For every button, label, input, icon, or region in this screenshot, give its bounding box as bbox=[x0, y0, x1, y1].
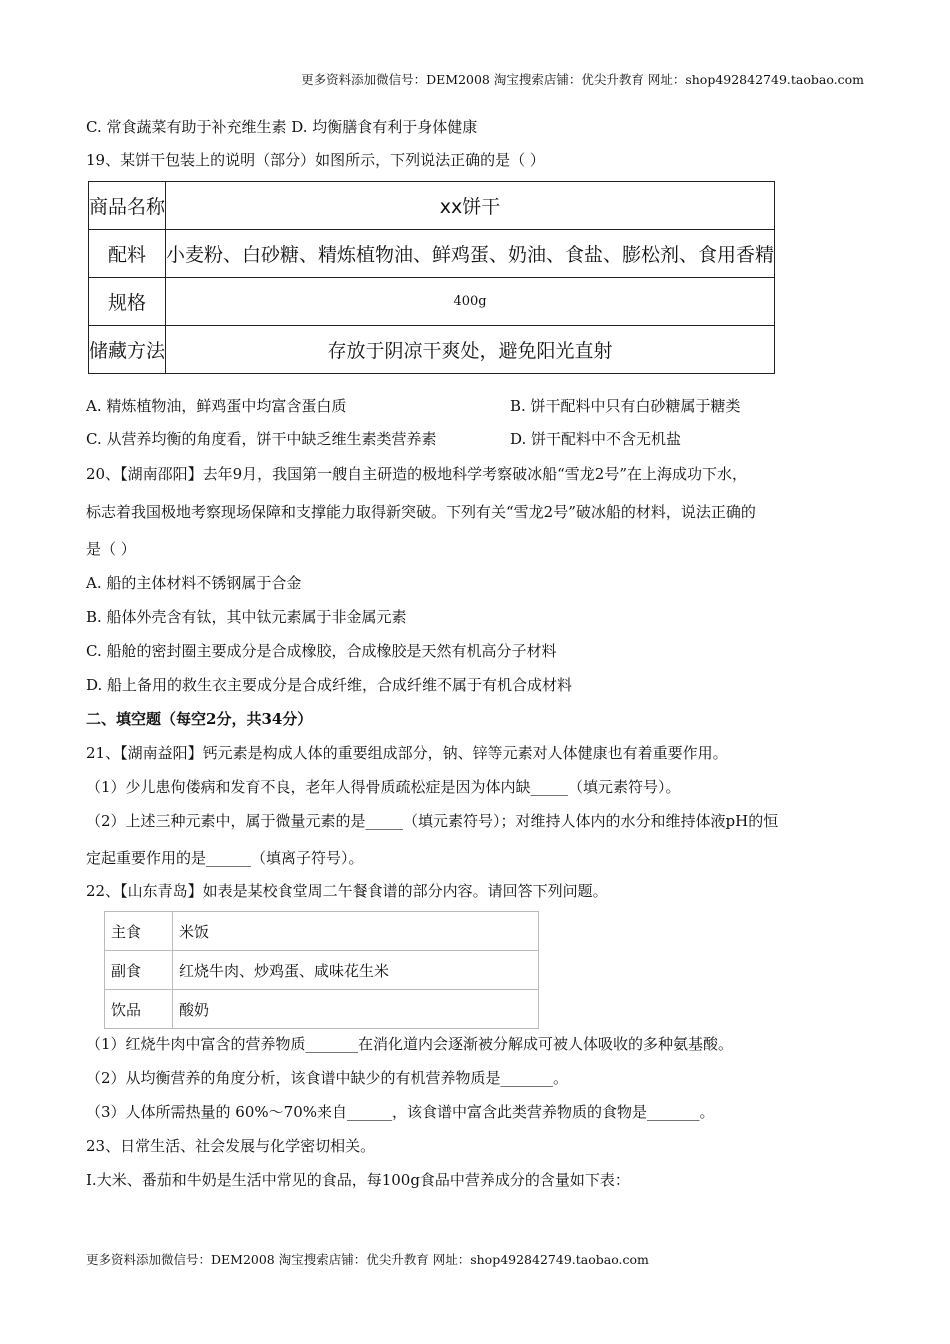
q22-part-2: （2）从均衡营养的角度分析，该食谱中缺少的有机营养物质是_______。 bbox=[86, 1069, 569, 1087]
cell-value: 小麦粉、白砂糖、精炼植物油、鲜鸡蛋、奶油、食盐、膨松剂、食用香精 bbox=[166, 230, 775, 278]
q20-option-c: C. 船舱的密封圈主要成分是合成橡胶，合成橡胶是天然有机高分子材料 bbox=[86, 642, 557, 660]
cell-label: 配料 bbox=[89, 230, 166, 278]
cell-label: 商品名称 bbox=[89, 182, 166, 230]
q21-stem: 21、【湖南益阳】钙元素是构成人体的重要组成部分，钠、锌等元素对人体健康也有着重要作用。 bbox=[86, 744, 728, 762]
q20-stem-1: 20、【湖南邵阳】去年9月，我国第一艘自主研造的极地科学考察破冰船“雪龙2号”在上海成功下水， bbox=[86, 465, 748, 483]
section-title-fill-in: 二、填空题（每空2分，共34分） bbox=[86, 710, 313, 728]
q20-stem-3: 是（ ） bbox=[86, 540, 136, 558]
table-row bbox=[89, 278, 775, 326]
cell-label: 规格 bbox=[89, 278, 166, 326]
cell-category: 饮品 bbox=[105, 990, 173, 1029]
q23-part-1: I.大米、番茄和牛奶是生活中常见的食品，每100g食品中营养成分的含量如下表： bbox=[86, 1171, 630, 1189]
q19-option-c: C. 从营养均衡的角度看，饼干中缺乏维生素类营养素 bbox=[86, 430, 437, 448]
q20-option-d: D. 船上备用的救生衣主要成分是合成纤维，合成纤维不属于有机合成材料 bbox=[86, 676, 573, 694]
q21-part-2b: 定起重要作用的是______（填离子符号）。 bbox=[86, 849, 364, 867]
q20-option-b: B. 船体外壳含有钛，其中钛元素属于非金属元素 bbox=[86, 608, 407, 626]
table-row bbox=[105, 990, 539, 1029]
q19-option-b: B. 饼干配料中只有白砂糖属于糖类 bbox=[510, 397, 741, 415]
cell-value: 400g bbox=[166, 278, 775, 326]
table-row bbox=[89, 230, 775, 278]
q20-stem-2: 标志着我国极地考察现场保障和支撑能力取得新突破。下列有关“雪龙2号”破冰船的材料，说法正确的 bbox=[86, 503, 756, 521]
cell-items: 米饭 bbox=[173, 912, 539, 951]
q22-part-3: （3）人体所需热量的 60%～70%来自______，该食谱中富含此类营养物质的食物是_______。 bbox=[86, 1103, 715, 1121]
cell-label: 储藏方法 bbox=[89, 326, 166, 374]
table-row bbox=[89, 326, 775, 374]
table-row bbox=[105, 912, 539, 951]
cell-value: 存放于阴凉干爽处，避免阳光直射 bbox=[166, 326, 775, 374]
q23-stem: 23、日常生活、社会发展与化学密切相关。 bbox=[86, 1137, 376, 1155]
table-row bbox=[105, 951, 539, 990]
cell-category: 副食 bbox=[105, 951, 173, 990]
cell-category: 主食 bbox=[105, 912, 173, 951]
q22-part-1: （1）红烧牛肉中富含的营养物质_______在消化道内会逐渐被分解成可被人体吸收的多种氨基酸。 bbox=[86, 1035, 734, 1053]
biscuit-label-table bbox=[88, 181, 775, 374]
table-row bbox=[89, 182, 775, 230]
page-footer: 更多资料添加微信号：DEM2008 淘宝搜索店铺：优尖升教育 网址：shop492842749.taobao.com bbox=[86, 1252, 649, 1267]
q19-option-d: D. 饼干配料中不含无机盐 bbox=[510, 430, 682, 448]
q18-options-cd: C. 常食蔬菜有助于补充维生素 D. 均衡膳食有利于身体健康 bbox=[86, 118, 478, 136]
page-header: 更多资料添加微信号：DEM2008 淘宝搜索店铺：优尖升教育 网址：shop492842749.taobao.com bbox=[301, 72, 864, 87]
q21-part-1: （1）少儿患佝偻病和发育不良，老年人得骨质疏松症是因为体内缺_____（填元素符号）。 bbox=[86, 778, 681, 796]
q21-part-2a: （2）上述三种元素中，属于微量元素的是_____（填元素符号）；对维持人体内的水分和维持体液pH的恒 bbox=[86, 812, 779, 830]
cell-items: 酸奶 bbox=[173, 990, 539, 1029]
q22-stem: 22、【山东青岛】如表是某校食堂周二午餐食谱的部分内容。请回答下列问题。 bbox=[86, 882, 608, 900]
cell-value: xx饼干 bbox=[166, 182, 775, 230]
q19-option-a: A. 精炼植物油，鲜鸡蛋中均富含蛋白质 bbox=[86, 397, 347, 415]
lunch-menu-table bbox=[104, 911, 539, 1029]
q20-option-a: A. 船的主体材料不锈钢属于合金 bbox=[86, 574, 302, 592]
q19-stem: 19、某饼干包装上的说明（部分）如图所示，下列说法正确的是（ ） bbox=[86, 151, 545, 169]
cell-items: 红烧牛肉、炒鸡蛋、咸味花生米 bbox=[173, 951, 539, 990]
